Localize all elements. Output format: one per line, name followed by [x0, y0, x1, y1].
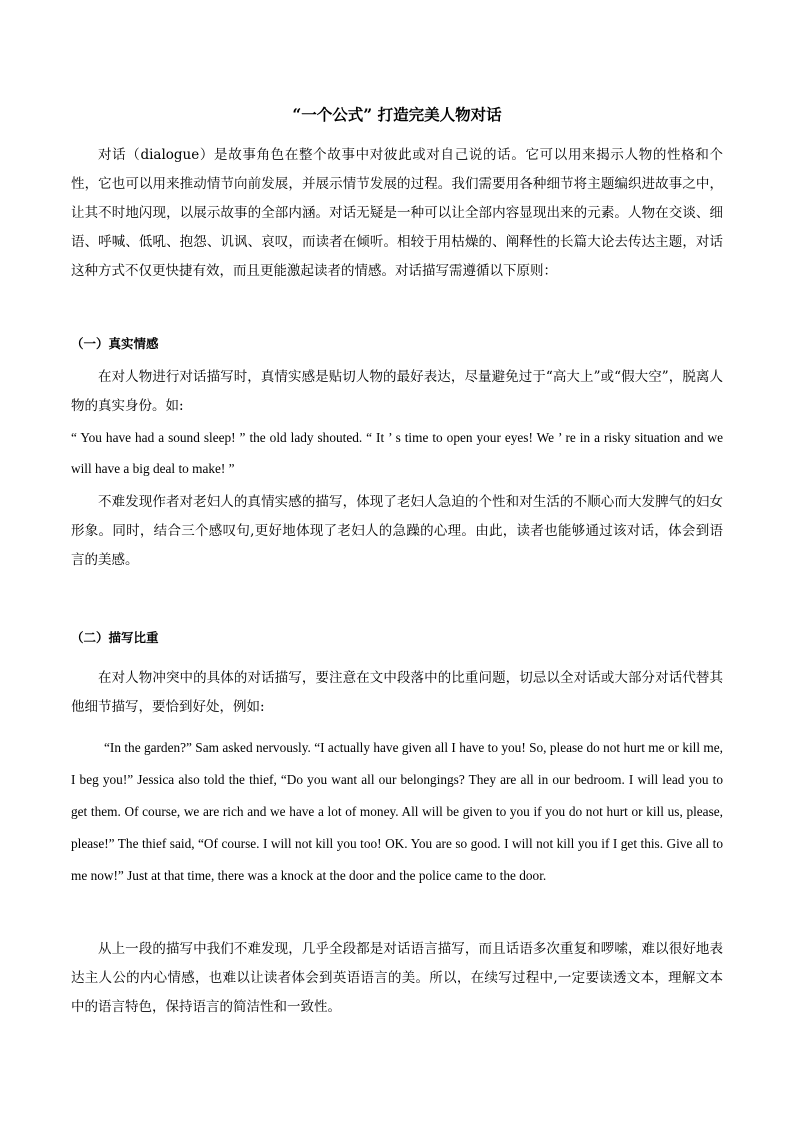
section1-paragraph-1: 在对人物进行对话描写时，真情实感是贴切人物的最好表达，尽量避免过于“高大上”或“假大空”，脱离人物的真实身份。如: [71, 369, 723, 414]
page-title: “一个公式” 打造完美人物对话 [292, 105, 502, 124]
section2-heading: （二）描写比重 [71, 630, 159, 645]
section2-paragraph-2: 从上一段的描写中我们不难发现，几乎全段都是对话语言描写，而且话语多次重复和啰嗦，难以很好地表达主人公的内心情感，也难以让读者体会到英语语言的美。所以，在续写过程中,一定要读透文本，理解文本中的语言特色，保持语言的简洁性和一致性。 [71, 941, 723, 1015]
section1-example: “ You have had a sound sleep! ” the old lady shouted. “ It ’ s time to open your eyes! We ’ re in a risky situation and we will have a big deal to make! ” [71, 430, 723, 476]
section2-example: “In the garden?” Sam asked nervously. “I actually have given all I have to you! So, please do not hurt me or kill me, I beg you!” Jessica also told the thief, “Do you want all our belongings? They are all in our bedroom. I will lead you to get them. Of course, we are rich and we have a lot of money. All will be given to you if you do not hurt or kill us, please, please!” The thief said, “Of course. I will not kill you too! OK. You are so good. I will not kill you if I get this. Give all to me now!” Just at that time, there was a knock at the door and the police came to the door. [71, 740, 723, 883]
section2-paragraph-1: 在对人物冲突中的具体的对话描写，要注意在文中段落中的比重问题，切忌以全对话或大部分对话代替其他细节描写，要恰到好处，例如: [71, 670, 723, 715]
section1-paragraph-2: 不难发现作者对老妇人的真情实感的描写，体现了老妇人急迫的个性和对生活的不顺心而大发脾气的妇女形象。同时，结合三个感叹句,更好地体现了老妇人的急躁的心理。由此，读者也能够通过该对话，体会到语言的美感。 [71, 494, 723, 568]
section1-heading: （一）真实情感 [71, 336, 159, 351]
intro-paragraph: 对话（dialogue）是故事角色在整个故事中对彼此或对自己说的话。它可以用来揭示人物的性格和个性，它也可以用来推动情节向前发展，并展示情节发展的过程。我们需要用各种细节将主题编织进故事之中，让其不时地闪现，以展示故事的全部内涵。对话无疑是一种可以让全部内容显现出来的元素。人物在交谈、细语、呼喊、低吼、抱怨、讥讽、哀叹，而读者在倾听。相较于用枯燥的、阐释性的长篇大论去传达主题，对话这种方式不仅更快捷有效，而且更能激起读者的情感。对话描写需遵循以下原则： [71, 147, 723, 279]
